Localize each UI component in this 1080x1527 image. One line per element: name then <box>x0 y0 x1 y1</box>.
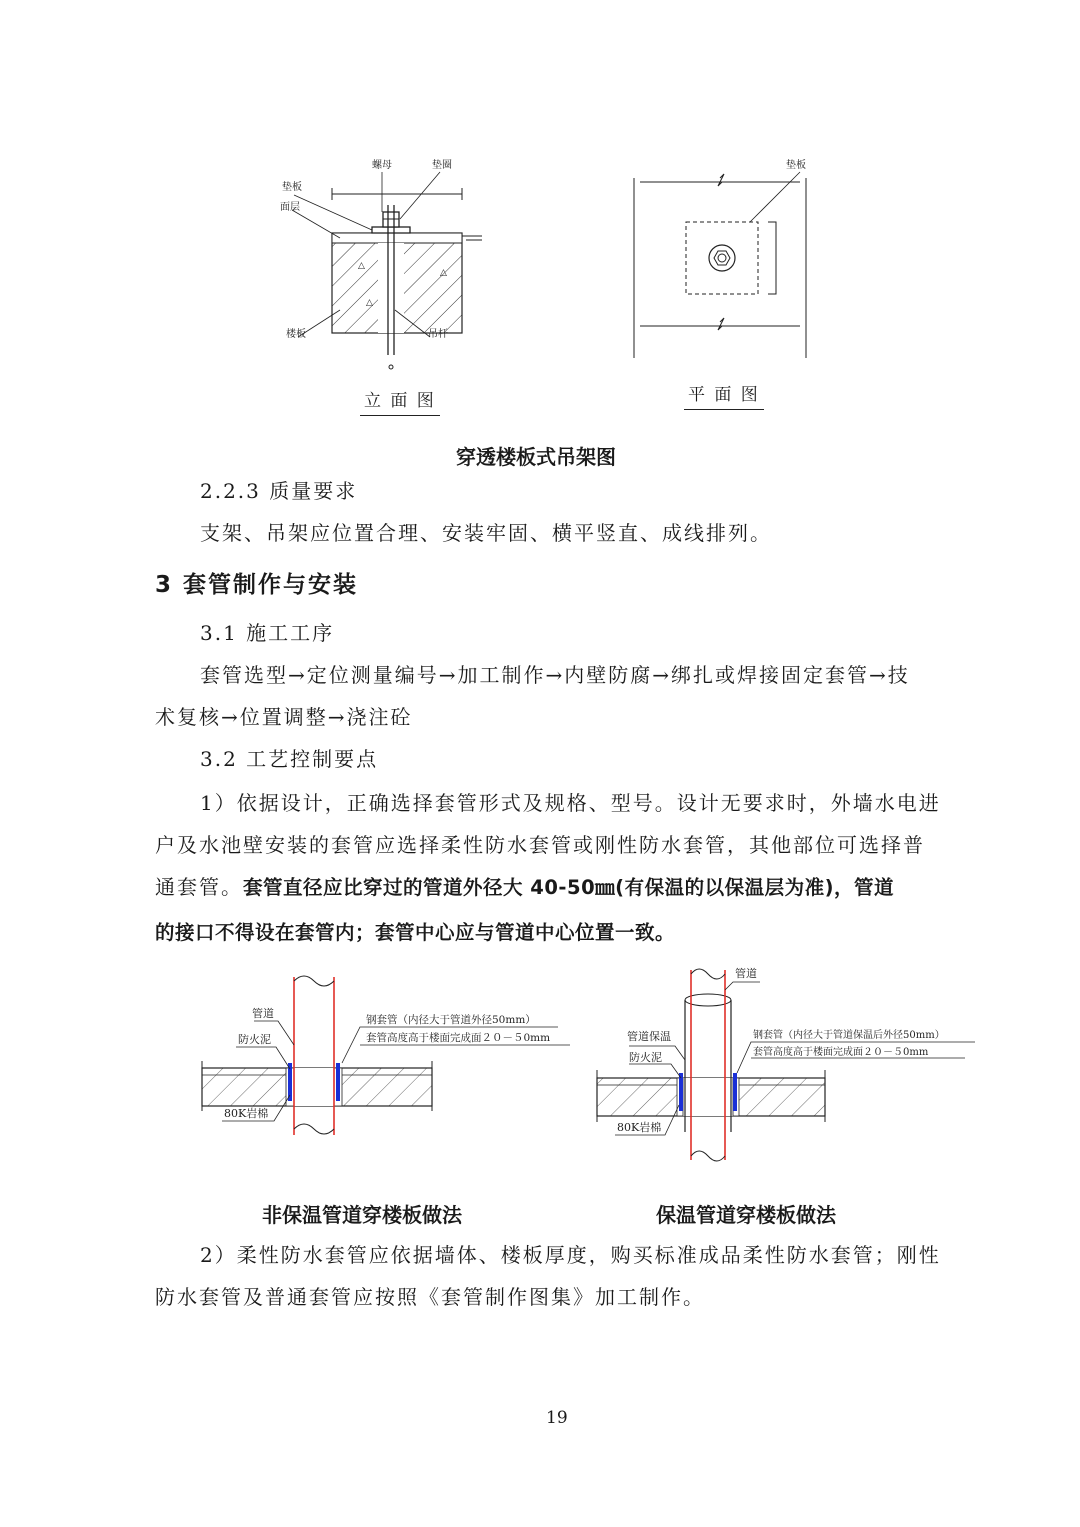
label-hanger-rod: 吊杆 <box>428 329 448 340</box>
section-3-heading: 3 套管制作与安装 <box>155 572 359 598</box>
para2-line-2: 防水套管及普通套管应按照《套管制作图集》加工制作。 <box>155 1285 705 1309</box>
insulated-pipe-diagram <box>585 960 985 1170</box>
non-insulated-pipe-diagram <box>190 965 590 1145</box>
para2-line-1: 2）柔性防水套管应依据墙体、楼板厚度，购买标准成品柔性防水套管；刚性 <box>200 1243 941 1267</box>
process-line-2: 术复核→位置调整→浇注砼 <box>155 705 413 729</box>
figure1-caption: 穿透楼板式吊架图 <box>456 445 616 469</box>
label-pad-plate: 垫板 <box>282 182 302 193</box>
para1-line-1: 1）依据设计，正确选择套管形式及规格、型号。设计无要求时，外墙水电进 <box>200 791 941 815</box>
plan-diagram <box>620 150 820 365</box>
svg-text:△: △ <box>366 298 373 308</box>
para1-line-4: 的接口不得设在套管内；套管中心应与管道中心位置一致。 <box>155 921 676 944</box>
elevation-title: 立 面 图 <box>360 386 440 416</box>
left-label-sleeve-2: 套管高度高于楼面完成面２０－５0mm <box>366 1032 551 1044</box>
right-label-pipe: 管道 <box>735 967 757 980</box>
label-nut: 螺母 <box>372 160 392 171</box>
right-label-sleeve-2: 套管高度高于楼面完成面２０－５0mm <box>753 1047 929 1058</box>
plan-label-pad-plate: 垫板 <box>786 160 806 171</box>
left-label-sleeve-1: 钢套管（内径大于管道外径50mm） <box>366 1014 536 1026</box>
heading-2-2-3: 2.2.3 质量要求 <box>200 479 358 503</box>
quality-requirement-text: 支架、吊架应位置合理、安装牢固、横平竖直、成线排列。 <box>200 521 772 545</box>
process-line-1: 套管选型→定位测量编号→加工制作→内壁防腐→绑扎或焊接固定套管→技 <box>200 663 910 687</box>
page-number: 19 <box>546 1408 568 1428</box>
svg-text:△: △ <box>440 268 447 278</box>
figure2-right-caption: 保温管道穿楼板做法 <box>656 1203 836 1227</box>
heading-3-2: 3.2 工艺控制要点 <box>200 747 379 771</box>
svg-text:△: △ <box>358 261 365 271</box>
label-surface-layer: 面层 <box>280 202 300 213</box>
figure2-left-caption: 非保温管道穿楼板做法 <box>262 1203 462 1227</box>
right-label-rock-wool: 80K岩棉 <box>617 1121 662 1134</box>
plan-title: 平 面 图 <box>684 380 764 410</box>
right-label-pipe-insulation: 管道保温 <box>627 1030 671 1043</box>
label-floor-slab: 楼板 <box>286 329 306 340</box>
left-label-fire-mud: 防火泥 <box>238 1033 271 1046</box>
label-washer-ring: 垫圈 <box>432 160 452 171</box>
para1-line-3 <box>155 866 894 909</box>
right-label-sleeve-1: 钢套管（内径大于管道保温后外径50mm） <box>753 1030 945 1041</box>
para1-line-3-normal: 通套管。 <box>155 875 243 899</box>
para1-line-3-bold: 套管直径应比穿过的管道外径大 40-50㎜(有保温的以保温层为准)，管道 <box>243 876 894 899</box>
para1-line-2: 户及水池壁安装的套管应选择柔性防水套管或刚性防水套管，其他部位可选择普 <box>155 833 925 857</box>
elevation-diagram <box>270 150 490 420</box>
left-label-pipe: 管道 <box>252 1007 274 1020</box>
right-label-fire-mud: 防火泥 <box>629 1051 662 1064</box>
left-label-rock-wool: 80K岩棉 <box>224 1107 269 1120</box>
heading-3-1: 3.1 施工工序 <box>200 621 335 645</box>
